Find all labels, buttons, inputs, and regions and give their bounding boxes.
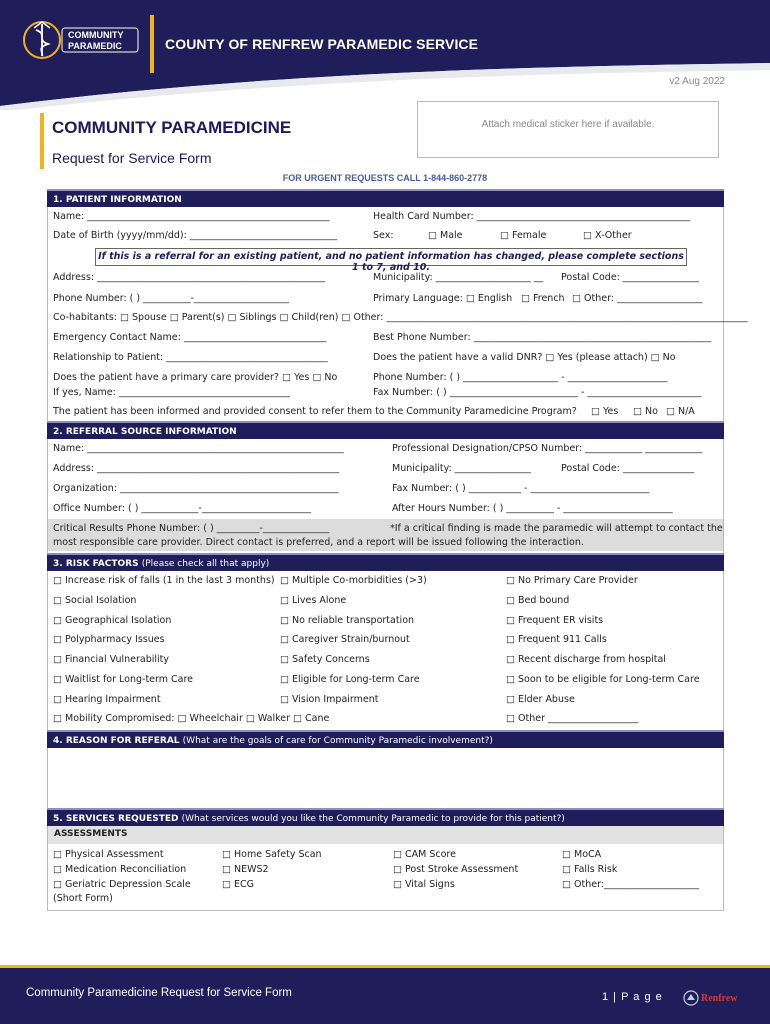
critical-phone-field[interactable]: Critical Results Phone Number: ( ) _________-______________: [53, 523, 330, 534]
patient-address-field[interactable]: Address: ________________________________________________: [53, 272, 326, 283]
page-number: 1 | P a g e: [602, 991, 663, 1003]
consent-yes-checkbox[interactable]: □ Yes: [591, 406, 619, 417]
risk-factor-checkbox[interactable]: □ No reliable transportation: [280, 615, 415, 626]
section-5-header: 5. SERVICES REQUESTED (What services would you like the Community Paramedic to provide for this patient?): [47, 808, 724, 826]
consent-question: The patient has been informed and provided consent to refer them to the Community Paramedicine Program?: [53, 406, 577, 417]
existing-patient-note: If this is a referral for an existing patient, and no patient information has changed, please complete sections 1 to 7, and 10.: [95, 248, 687, 266]
emergency-contact-field[interactable]: Emergency Contact Name: ______________________________: [53, 332, 327, 343]
relationship-field[interactable]: Relationship to Patient: __________________________________: [53, 352, 328, 363]
service-checkbox[interactable]: □ ECG: [222, 879, 254, 890]
service-checkbox[interactable]: □ NEWS2: [222, 864, 269, 875]
referral-reason-textarea[interactable]: [48, 746, 723, 806]
referrer-address-field[interactable]: Address: ___________________________________________________: [53, 463, 340, 474]
referrer-fax-field[interactable]: Fax Number: ( ) ___________ - _________________________: [392, 483, 650, 494]
health-card-field[interactable]: Health Card Number: _____________________________________________: [373, 211, 691, 222]
mobility-checkbox-row[interactable]: □ Mobility Compromised: □ Wheelchair □ Walker □ Cane: [53, 713, 330, 724]
patient-phone-field[interactable]: Phone Number: ( ) __________-____________________: [53, 293, 290, 304]
risk-factor-checkbox[interactable]: □ Recent discharge from hospital: [506, 654, 666, 665]
pcp-fax-field[interactable]: Fax Number: ( ) ___________________________ - ________________________: [373, 387, 702, 398]
pcp-phone-field[interactable]: Phone Number: ( ) ____________________ - _____________________: [373, 372, 668, 383]
service-checkbox[interactable]: □ Geriatric Depression Scale: [53, 879, 191, 890]
pcp-name-field[interactable]: If yes, Name: ____________________________________: [53, 387, 290, 398]
sex-xother-checkbox[interactable]: □ X-Other: [583, 230, 632, 241]
service-checkbox[interactable]: □ Vital Signs: [393, 879, 455, 890]
service-checkbox[interactable]: □ Falls Risk: [562, 864, 618, 875]
sex-female-checkbox[interactable]: □ Female: [500, 230, 547, 241]
footer-title: Community Paramedicine Request for Service Form: [26, 987, 292, 999]
risk-factor-checkbox[interactable]: □ Eligible for Long-term Care: [280, 674, 420, 685]
referrer-name-field[interactable]: Name: ______________________________________________________: [53, 443, 344, 454]
patient-name-field[interactable]: Name: ___________________________________________________: [53, 211, 330, 222]
risk-factor-checkbox[interactable]: □ No Primary Care Provider: [506, 575, 638, 586]
critical-note-continued: most responsible care provider. Direct contact is preferred, and a report will be issued following the interaction.: [53, 537, 584, 548]
dob-field[interactable]: Date of Birth (yyyy/mm/dd): _______________________________: [53, 230, 338, 241]
title-accent-bar: [40, 113, 44, 169]
section-3-header: 3. RISK FACTORS (Please check all that apply): [47, 553, 724, 571]
organization-name: COUNTY OF RENFREW PARAMEDIC SERVICE: [165, 36, 479, 52]
service-checkbox[interactable]: □ Medication Reconciliation: [53, 864, 187, 875]
consent-na-checkbox[interactable]: □ N/A: [666, 406, 695, 417]
office-number-field[interactable]: Office Number: ( ) ____________-_______________________: [53, 503, 312, 514]
risk-factor-checkbox[interactable]: □ Waitlist for Long-term Care: [53, 674, 194, 685]
referrer-municipality-field[interactable]: Municipality: ________________: [392, 463, 531, 474]
risk-factor-checkbox[interactable]: □ Lives Alone: [280, 595, 347, 606]
section-1-header: 1. PATIENT INFORMATION: [47, 189, 724, 207]
svg-text:Renfrew: Renfrew: [701, 993, 738, 1004]
consent-no-checkbox[interactable]: □ No: [633, 406, 658, 417]
risk-factor-checkbox[interactable]: □ Geographical Isolation: [53, 615, 172, 626]
assessments-subheader: ASSESSMENTS: [48, 826, 723, 844]
risk-factor-checkbox[interactable]: □ Polypharmacy Issues: [53, 634, 165, 645]
language-other-checkbox[interactable]: □ Other: __________________: [572, 293, 703, 304]
risk-factor-checkbox[interactable]: □ Elder Abuse: [506, 694, 575, 705]
primary-care-checkbox-row[interactable]: Does the patient have a primary care provider? □ Yes □ No: [53, 372, 338, 383]
risk-factor-checkbox[interactable]: □ Social Isolation: [53, 595, 137, 606]
critical-note: *If a critical finding is made the paramedic will attempt to contact the: [390, 523, 723, 534]
risk-factor-checkbox[interactable]: □ Vision Impairment: [280, 694, 379, 705]
risk-factor-checkbox[interactable]: □ Caregiver Strain/burnout: [280, 634, 410, 645]
service-checkbox[interactable]: □ Physical Assessment: [53, 849, 164, 860]
cohabitants-row[interactable]: Co-habitants: □ Spouse □ Parent(s) □ Siblings □ Child(ren) □ Other: ____________________________________________________________________________: [53, 312, 748, 323]
risk-factor-checkbox[interactable]: □ Increase risk of falls (1 in the last 3 months): [53, 575, 275, 586]
service-checkbox[interactable]: □ MoCA: [562, 849, 602, 860]
best-phone-field[interactable]: Best Phone Number: __________________________________________________: [373, 332, 712, 343]
service-checkbox[interactable]: □ CAM Score: [393, 849, 456, 860]
risk-factor-checkbox[interactable]: □ Hearing Impairment: [53, 694, 161, 705]
language-english-checkbox[interactable]: Primary Language: □ English: [373, 293, 513, 304]
service-checkbox[interactable]: □ Home Safety Scan: [222, 849, 322, 860]
renfrew-logo: [683, 989, 745, 1007]
dnr-checkbox-row[interactable]: Does the patient have a valid DNR? □ Yes (please attach) □ No: [373, 352, 676, 363]
section-2-header: 2. REFERRAL SOURCE INFORMATION: [47, 421, 724, 439]
service-checkbox[interactable]: □ Post Stroke Assessment: [393, 864, 519, 875]
patient-municipality-field[interactable]: Municipality: ____________________ __: [373, 272, 544, 283]
risk-factor-checkbox[interactable]: □ Soon to be eligible for Long-term Care: [506, 674, 700, 685]
risk-factor-checkbox[interactable]: □ Frequent ER visits: [506, 615, 604, 626]
form-title: COMMUNITY PARAMEDICINE: [52, 118, 292, 137]
urgent-line: FOR URGENT REQUESTS CALL 1-844-860-2778: [282, 173, 488, 183]
risk-factor-checkbox[interactable]: □ Frequent 911 Calls: [506, 634, 607, 645]
sex-label: Sex:: [373, 230, 394, 241]
medical-sticker-box[interactable]: Attach medical sticker here if available.: [417, 101, 719, 158]
version-label: v2 Aug 2022: [669, 76, 725, 87]
after-hours-field[interactable]: After Hours Number: ( ) __________ - _______________________: [392, 503, 673, 514]
service-other-field[interactable]: □ Other:____________________: [562, 879, 700, 890]
sex-male-checkbox[interactable]: □ Male: [428, 230, 463, 241]
section-4-header: 4. REASON FOR REFERAL (What are the goals of care for Community Paramedic involvement?): [47, 730, 724, 748]
risk-factor-checkbox[interactable]: □ Safety Concerns: [280, 654, 370, 665]
svg-text:COMMUNITY: COMMUNITY: [68, 30, 124, 40]
svg-text:PARAMEDIC: PARAMEDIC: [68, 41, 122, 51]
organization-field[interactable]: Organization: ______________________________________________: [53, 483, 339, 494]
form-subtitle: Request for Service Form: [52, 150, 212, 166]
risk-factor-checkbox[interactable]: □ Bed bound: [506, 595, 570, 606]
risk-other-field[interactable]: □ Other ___________________: [506, 713, 639, 724]
language-french-checkbox[interactable]: □ French: [521, 293, 565, 304]
risk-factor-checkbox[interactable]: □ Multiple Co-morbidities (>3): [280, 575, 427, 586]
community-paramedic-logo: [22, 16, 140, 64]
service-note: (Short Form): [53, 893, 113, 904]
referrer-postal-field[interactable]: Postal Code: _______________: [561, 463, 695, 474]
risk-factor-checkbox[interactable]: □ Financial Vulnerability: [53, 654, 170, 665]
patient-postal-field[interactable]: Postal Code: ________________: [561, 272, 699, 283]
designation-field[interactable]: Professional Designation/CPSO Number: ____________ ____________: [392, 443, 703, 454]
